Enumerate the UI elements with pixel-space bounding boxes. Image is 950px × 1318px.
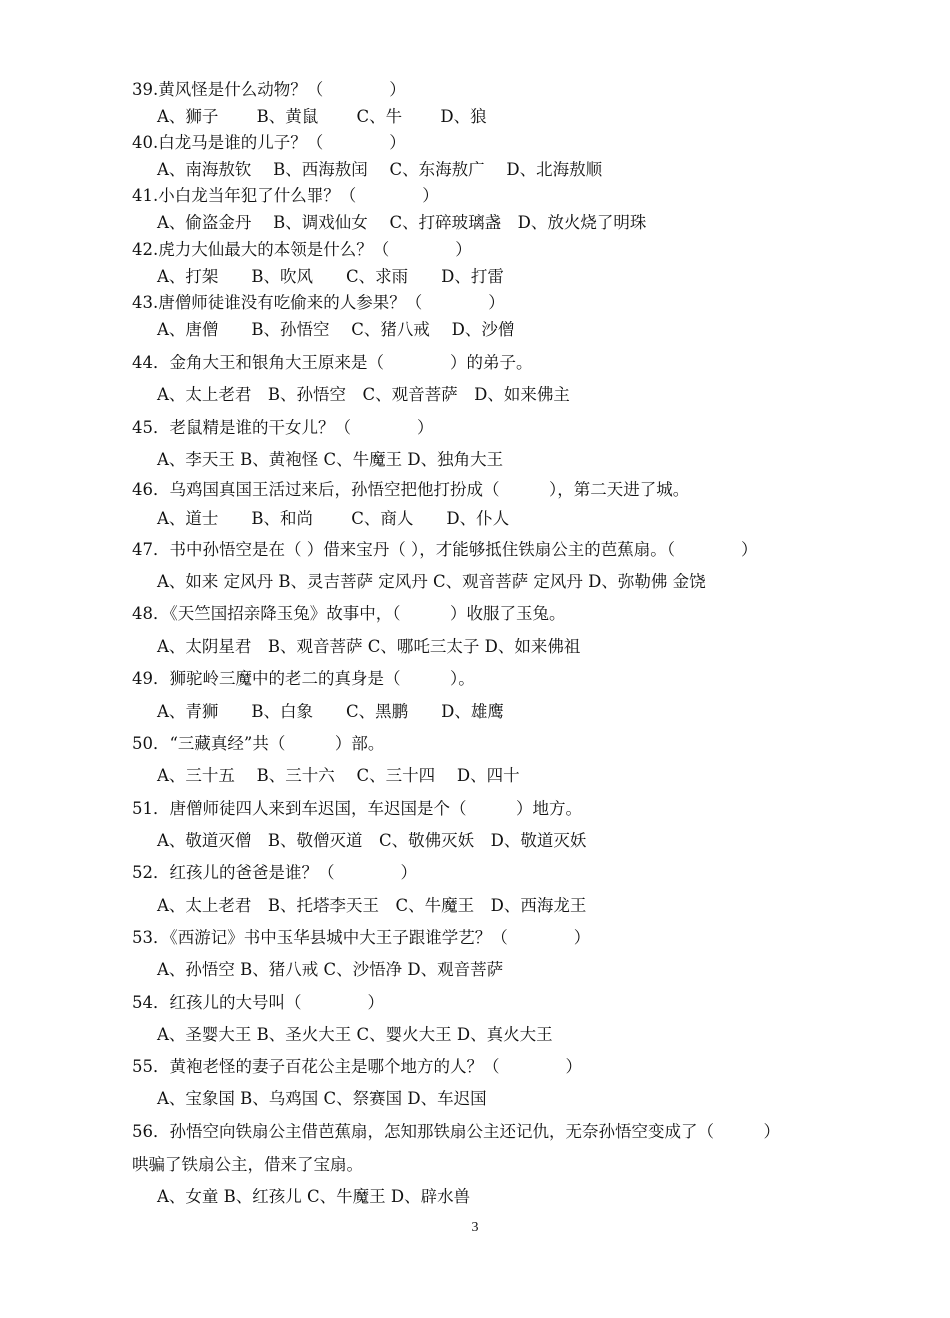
options-47: A、如来 定风丹 B、灵吉菩萨 定风丹 C、观音菩萨 定风丹 D、弥勒佛 金饶 [157, 572, 706, 591]
question-54: 54．红孩儿的大号叫（ ） [132, 993, 384, 1012]
options-51: A、敬道灭僧 B、敬僧灭道 C、敬佛灭妖 D、敬道灭妖 [157, 831, 587, 850]
options-56: A、女童 B、红孩儿 C、牛魔王 D、辟水兽 [157, 1187, 471, 1206]
question-44: 44．金角大王和银角大王原来是（ ）的弟子。 [132, 353, 533, 372]
question-49: 49．狮驼岭三魔中的老二的真身是（ ）。 [132, 669, 475, 688]
options-40: A、南海敖钦 B、西海敖闰 C、东海敖广 D、北海敖顺 [157, 160, 603, 179]
options-46: A、道士 B、和尚 C、商人 D、仆人 [157, 509, 510, 528]
options-54: A、圣婴大王 B、圣火大王 C、婴火大王 D、真火大王 [157, 1025, 553, 1044]
options-52: A、太上老君 B、托塔李天王 C、牛魔王 D、西海龙王 [157, 896, 587, 915]
question-56: 56．孙悟空向铁扇公主借芭蕉扇，怎知那铁扇公主还记仇，无奈孙悟空变成了（ ） [132, 1122, 780, 1141]
options-41: A、偷盗金丹 B、调戏仙女 C、打碎玻璃盏 D、放火烧了明珠 [157, 213, 647, 232]
question-52: 52．红孩儿的爸爸是谁？（ ） [132, 863, 417, 882]
question-39: 39.黄风怪是什么动物？（ ） [132, 80, 406, 99]
options-39: A、狮子 B、黄鼠 C、牛 D、狼 [157, 107, 487, 126]
question-48: 48．《天竺国招亲降玉兔》故事中，（ ）收服了玉兔。 [132, 604, 566, 623]
options-44: A、太上老君 B、孙悟空 C、观音菩萨 D、如来佛主 [157, 385, 570, 404]
options-43: A、唐僧 B、孙悟空 C、猪八戒 D、沙僧 [157, 320, 515, 339]
question-51: 51．唐僧师徒四人来到车迟国，车迟国是个（ ）地方。 [132, 799, 582, 818]
question-43: 43.唐僧师徒谁没有吃偷来的人参果？（ ） [132, 293, 505, 312]
options-50: A、三十五 B、三十六 C、三十四 D、四十 [157, 766, 520, 785]
question-56-continued: 哄骗了铁扇公主，借来了宝扇。 [132, 1155, 363, 1174]
question-55: 55．黄袍老怪的妻子百花公主是哪个地方的人？（ ） [132, 1057, 582, 1076]
options-45: A、李天王 B、黄袍怪 C、牛魔王 D、独角大王 [157, 450, 504, 469]
options-55: A、宝象国 B、乌鸡国 C、祭赛国 D、车迟国 [157, 1089, 487, 1108]
question-50: 50．“三藏真经”共（ ）部。 [132, 734, 385, 753]
options-49: A、青狮 B、白象 C、黑鹏 D、雄鹰 [157, 702, 504, 721]
options-53: A、孙悟空 B、猪八戒 C、沙悟净 D、观音菩萨 [157, 960, 504, 979]
question-46: 46．乌鸡国真国王活过来后，孙悟空把他打扮成（ ），第二天进了城。 [132, 480, 690, 499]
question-45: 45．老鼠精是谁的干女儿？（ ） [132, 418, 434, 437]
question-40: 40.白龙马是谁的儿子？（ ） [132, 133, 406, 152]
question-53: 53．《西游记》书中玉华县城中大王子跟谁学艺？（ ） [132, 928, 591, 947]
question-42: 42.虎力大仙最大的本领是什么？（ ） [132, 240, 472, 259]
question-47: 47．书中孙悟空是在（ ）借来宝丹（ ），才能够抵住铁扇公主的芭蕉扇。（ ） [132, 540, 758, 559]
page-number: 3 [471, 1220, 479, 1235]
options-42: A、打架 B、吹风 C、求雨 D、打雷 [157, 267, 504, 286]
question-41: 41.小白龙当年犯了什么罪？（ ） [132, 186, 439, 205]
options-48: A、太阴星君 B、观音菩萨 C、哪吒三太子 D、如来佛祖 [157, 637, 581, 656]
